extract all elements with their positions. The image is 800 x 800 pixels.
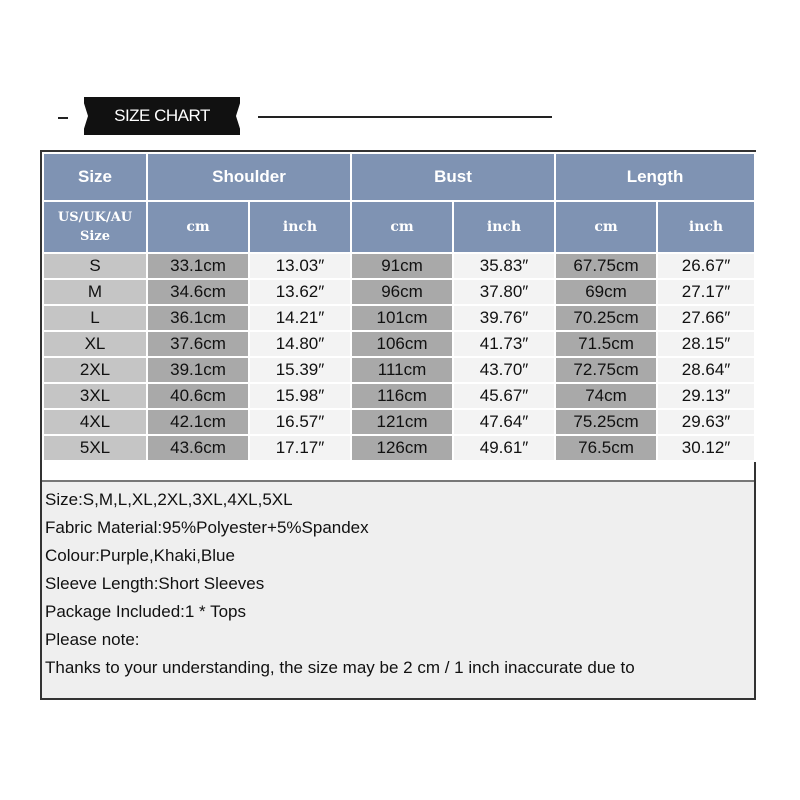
cell-shoulder-cm: 33.1cm [147,253,249,279]
header-shoulder-inch: inch [249,201,351,253]
cell-shoulder-cm: 39.1cm [147,357,249,383]
cell-bust-inch: 41.73″ [453,331,555,357]
cell-size: 4XL [43,409,147,435]
cell-bust-inch: 43.70″ [453,357,555,383]
cell-shoulder-inch: 15.98″ [249,383,351,409]
header-size: Size [43,153,147,201]
cell-shoulder-inch: 15.39″ [249,357,351,383]
size-chart-badge [84,97,240,135]
note-please-note: Please note: [45,630,140,649]
cell-shoulder-cm: 42.1cm [147,409,249,435]
table-row [43,305,755,331]
cell-bust-inch: 45.67″ [453,383,555,409]
note-fabric: Fabric Material:95%Polyester+5%Spandex [45,518,369,537]
cell-length-cm: 67.75cm [555,253,657,279]
cell-length-cm: 72.75cm [555,357,657,383]
cell-size: 5XL [43,435,147,461]
note-package: Package Included:1 * Tops [45,602,246,621]
cell-bust-inch: 47.64″ [453,409,555,435]
product-notes [42,480,754,698]
cell-bust-inch: 39.76″ [453,305,555,331]
group-header-row [43,153,755,201]
header-bust: Bust [351,153,555,201]
header-length: Length [555,153,755,201]
table-row [43,357,755,383]
cell-length-inch: 27.66″ [657,305,755,331]
cell-length-inch: 26.67″ [657,253,755,279]
cell-shoulder-inch: 14.80″ [249,331,351,357]
size-chart-table-frame [40,150,756,700]
cell-shoulder-cm: 43.6cm [147,435,249,461]
cell-size: 3XL [43,383,147,409]
cell-size: M [43,279,147,305]
table-row [43,409,755,435]
cell-shoulder-inch: 16.57″ [249,409,351,435]
note-disclaimer: Thanks to your understanding, the size may be 2 cm / 1 inch inaccurate due to [45,658,635,677]
cell-length-inch: 27.17″ [657,279,755,305]
size-chart-title: SIZE CHART [114,106,210,125]
cell-length-cm: 70.25cm [555,305,657,331]
header-dash [58,117,68,119]
note-colour: Colour:Purple,Khaki,Blue [45,546,235,565]
cell-shoulder-inch: 17.17″ [249,435,351,461]
cell-shoulder-cm: 34.6cm [147,279,249,305]
header-shoulder-cm: cm [147,201,249,253]
note-sleeve: Sleeve Length:Short Sleeves [45,574,265,593]
cell-bust-cm: 111cm [351,357,453,383]
unit-header-row [43,201,755,253]
cell-length-inch: 28.15″ [657,331,755,357]
cell-bust-cm: 116cm [351,383,453,409]
cell-length-inch: 28.64″ [657,357,755,383]
header-bust-inch: inch [453,201,555,253]
table-row [43,383,755,409]
cell-bust-cm: 101cm [351,305,453,331]
header-bust-cm: cm [351,201,453,253]
cell-bust-cm: 106cm [351,331,453,357]
cell-shoulder-inch: 13.62″ [249,279,351,305]
cell-shoulder-cm: 36.1cm [147,305,249,331]
cell-bust-inch: 49.61″ [453,435,555,461]
table-row [43,331,755,357]
cell-length-cm: 71.5cm [555,331,657,357]
cell-length-inch: 30.12″ [657,435,755,461]
cell-size: 2XL [43,357,147,383]
cell-bust-cm: 121cm [351,409,453,435]
cell-bust-cm: 126cm [351,435,453,461]
cell-bust-cm: 96cm [351,279,453,305]
cell-size: XL [43,331,147,357]
cell-shoulder-cm: 37.6cm [147,331,249,357]
cell-bust-inch: 35.83″ [453,253,555,279]
note-sizes: Size:S,M,L,XL,2XL,3XL,4XL,5XL [45,490,293,509]
cell-length-cm: 76.5cm [555,435,657,461]
cell-bust-inch: 37.80″ [453,279,555,305]
cell-size: S [43,253,147,279]
cell-shoulder-inch: 14.21″ [249,305,351,331]
header-us-uk-au-size [43,201,147,253]
cell-length-cm: 69cm [555,279,657,305]
header-rule [258,116,552,118]
size-chart-table [42,152,756,462]
header-region-label: US/UK/AU [57,210,133,225]
cell-shoulder-cm: 40.6cm [147,383,249,409]
cell-length-cm: 74cm [555,383,657,409]
table-row [43,435,755,461]
table-row [43,253,755,279]
cell-length-inch: 29.13″ [657,383,755,409]
table-row [43,279,755,305]
header-length-cm: cm [555,201,657,253]
header-shoulder: Shoulder [147,153,351,201]
header-length-inch: inch [657,201,755,253]
cell-shoulder-inch: 13.03″ [249,253,351,279]
cell-size: L [43,305,147,331]
cell-bust-cm: 91cm [351,253,453,279]
header-size-label: Size [80,229,110,244]
cell-length-inch: 29.63″ [657,409,755,435]
cell-length-cm: 75.25cm [555,409,657,435]
